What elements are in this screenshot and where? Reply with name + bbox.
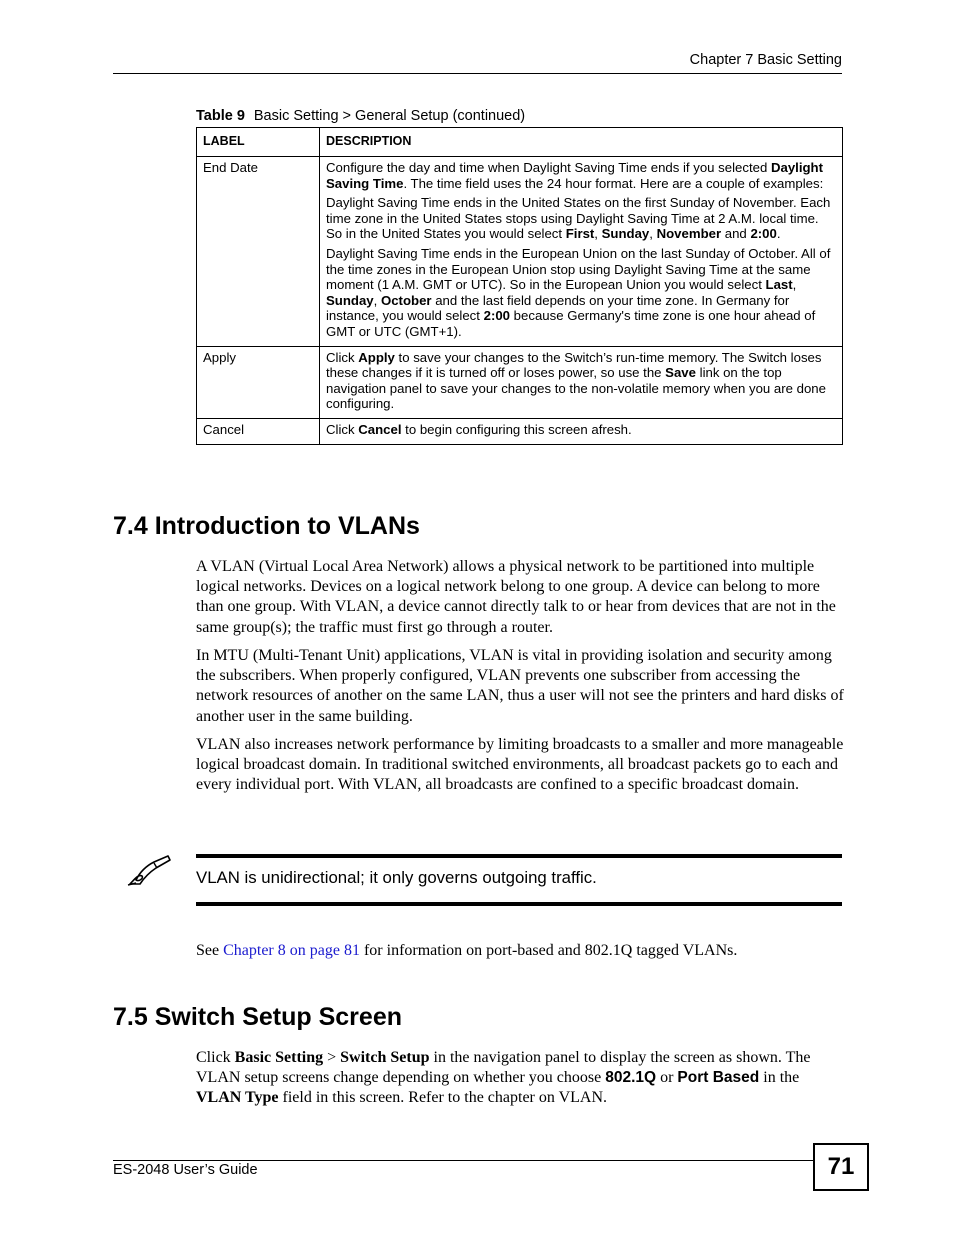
description-paragraph: Daylight Saving Time ends in the United States on the first Sunday of November. Each time zone in the United States stops using Daylight Saving Time at 2 A.M. local time. So in the United States you would select First, Sunday, November and 2:00. — [326, 195, 831, 242]
table-header-row — [197, 128, 843, 157]
row-description — [320, 157, 843, 347]
footer-guide-title: ES-2048 User’s Guide — [113, 1162, 258, 1178]
table-row-end-date — [197, 157, 843, 347]
note-text: VLAN is unidirectional; it only governs outgoing traffic. — [196, 868, 597, 887]
row-label: End Date — [197, 157, 320, 347]
vlan-performance-paragraph: VLAN also increases network performance by limiting broadcasts to a smaller and more manageable logical broadcast domain. In traditional switched environments, all broadcast packets go to each and every individual port. With VLAN, all broadcasts are confined to a specific broadcast domain. — [196, 736, 844, 794]
section-heading-switch-setup: 7.5 Switch Setup Screen — [113, 1003, 402, 1031]
see-chapter-paragraph: See Chapter 8 on page 81 for information on port-based and 802.1Q tagged VLANs. — [196, 942, 738, 959]
chapter-8-link[interactable]: Chapter 8 on page 81 — [223, 942, 360, 959]
col-label-header: LABEL — [197, 128, 320, 157]
vlan-mtu-paragraph: In MTU (Multi-Tenant Unit) applications, VLAN is vital in providing isolation and security among the subscribers. When properly configured, VLAN prevents one subscriber from accessing the network resources of another on the same LAN, thus a user will not see the printers and hard disks of another user in the same building. — [196, 647, 844, 725]
switch-setup-paragraph: Click Basic Setting > Switch Setup in the navigation panel to display the screen as shown. The VLAN setup screens change depending on whether you choose 802.1Q or Port Based in the VLAN Type field in this screen. Refer to the chapter on VLAN. — [196, 1049, 811, 1107]
vlan-intro-paragraph: A VLAN (Virtual Local Area Network) allows a physical network to be partitioned into multiple logical networks. Devices on a logical network belong to one group. A device can belong to more than one group. With VLAN, a device cannot directly talk to or hear from devices that are not in the same group(s); the traffic must first go through a router. — [196, 558, 836, 636]
col-description-header: DESCRIPTION — [320, 128, 843, 157]
page-number: 71 — [813, 1143, 869, 1191]
running-header: Chapter 7 Basic Setting — [689, 52, 842, 68]
table-caption-text: Basic Setting > General Setup (continued) — [253, 108, 526, 124]
description-paragraph: Daylight Saving Time ends in the European Union on the last Sunday of October. All of the time zones in the European Union stop using Daylight Saving Time at the same moment (1 A.M. GMT or UTC). So in the European Union you would select Last, Sunday, October and the last field depends on your time zone. In Germany for instance, you would select 2:00 because Germany's time zone is one hour ahead of GMT or UTC (GMT+1). — [326, 245, 831, 339]
row-description — [320, 418, 843, 444]
footer-rule — [113, 1160, 813, 1161]
description-paragraph: Configure the day and time when Daylight Saving Time ends if you selected Daylight Saving Time. The time field uses the 24 hour format. Here are a couple of examples: — [326, 160, 824, 191]
row-label: Cancel — [197, 418, 320, 444]
description-paragraph: Click Apply to save your changes to the Switch’s run-time memory. The Switch loses these changes if it is turned off or loses power, so use the Save link on the top navigation panel to save your changes to the non-volatile memory when you are done configuring. — [326, 349, 826, 412]
table-row-cancel — [197, 418, 843, 444]
note-pencil-icon — [124, 854, 174, 888]
row-description — [320, 346, 843, 418]
settings-table — [196, 127, 843, 445]
section-heading-vlans: 7.4 Introduction to VLANs — [113, 512, 420, 540]
note-rule-bottom — [196, 902, 842, 906]
table-caption-label: Table 9 — [196, 108, 245, 124]
row-label: Apply — [197, 346, 320, 418]
note-rule-top — [196, 854, 842, 858]
table-row-apply — [197, 346, 843, 418]
table-caption — [196, 108, 525, 124]
header-rule — [113, 73, 842, 74]
description-paragraph: Click Cancel to begin configuring this screen afresh. — [326, 421, 632, 437]
